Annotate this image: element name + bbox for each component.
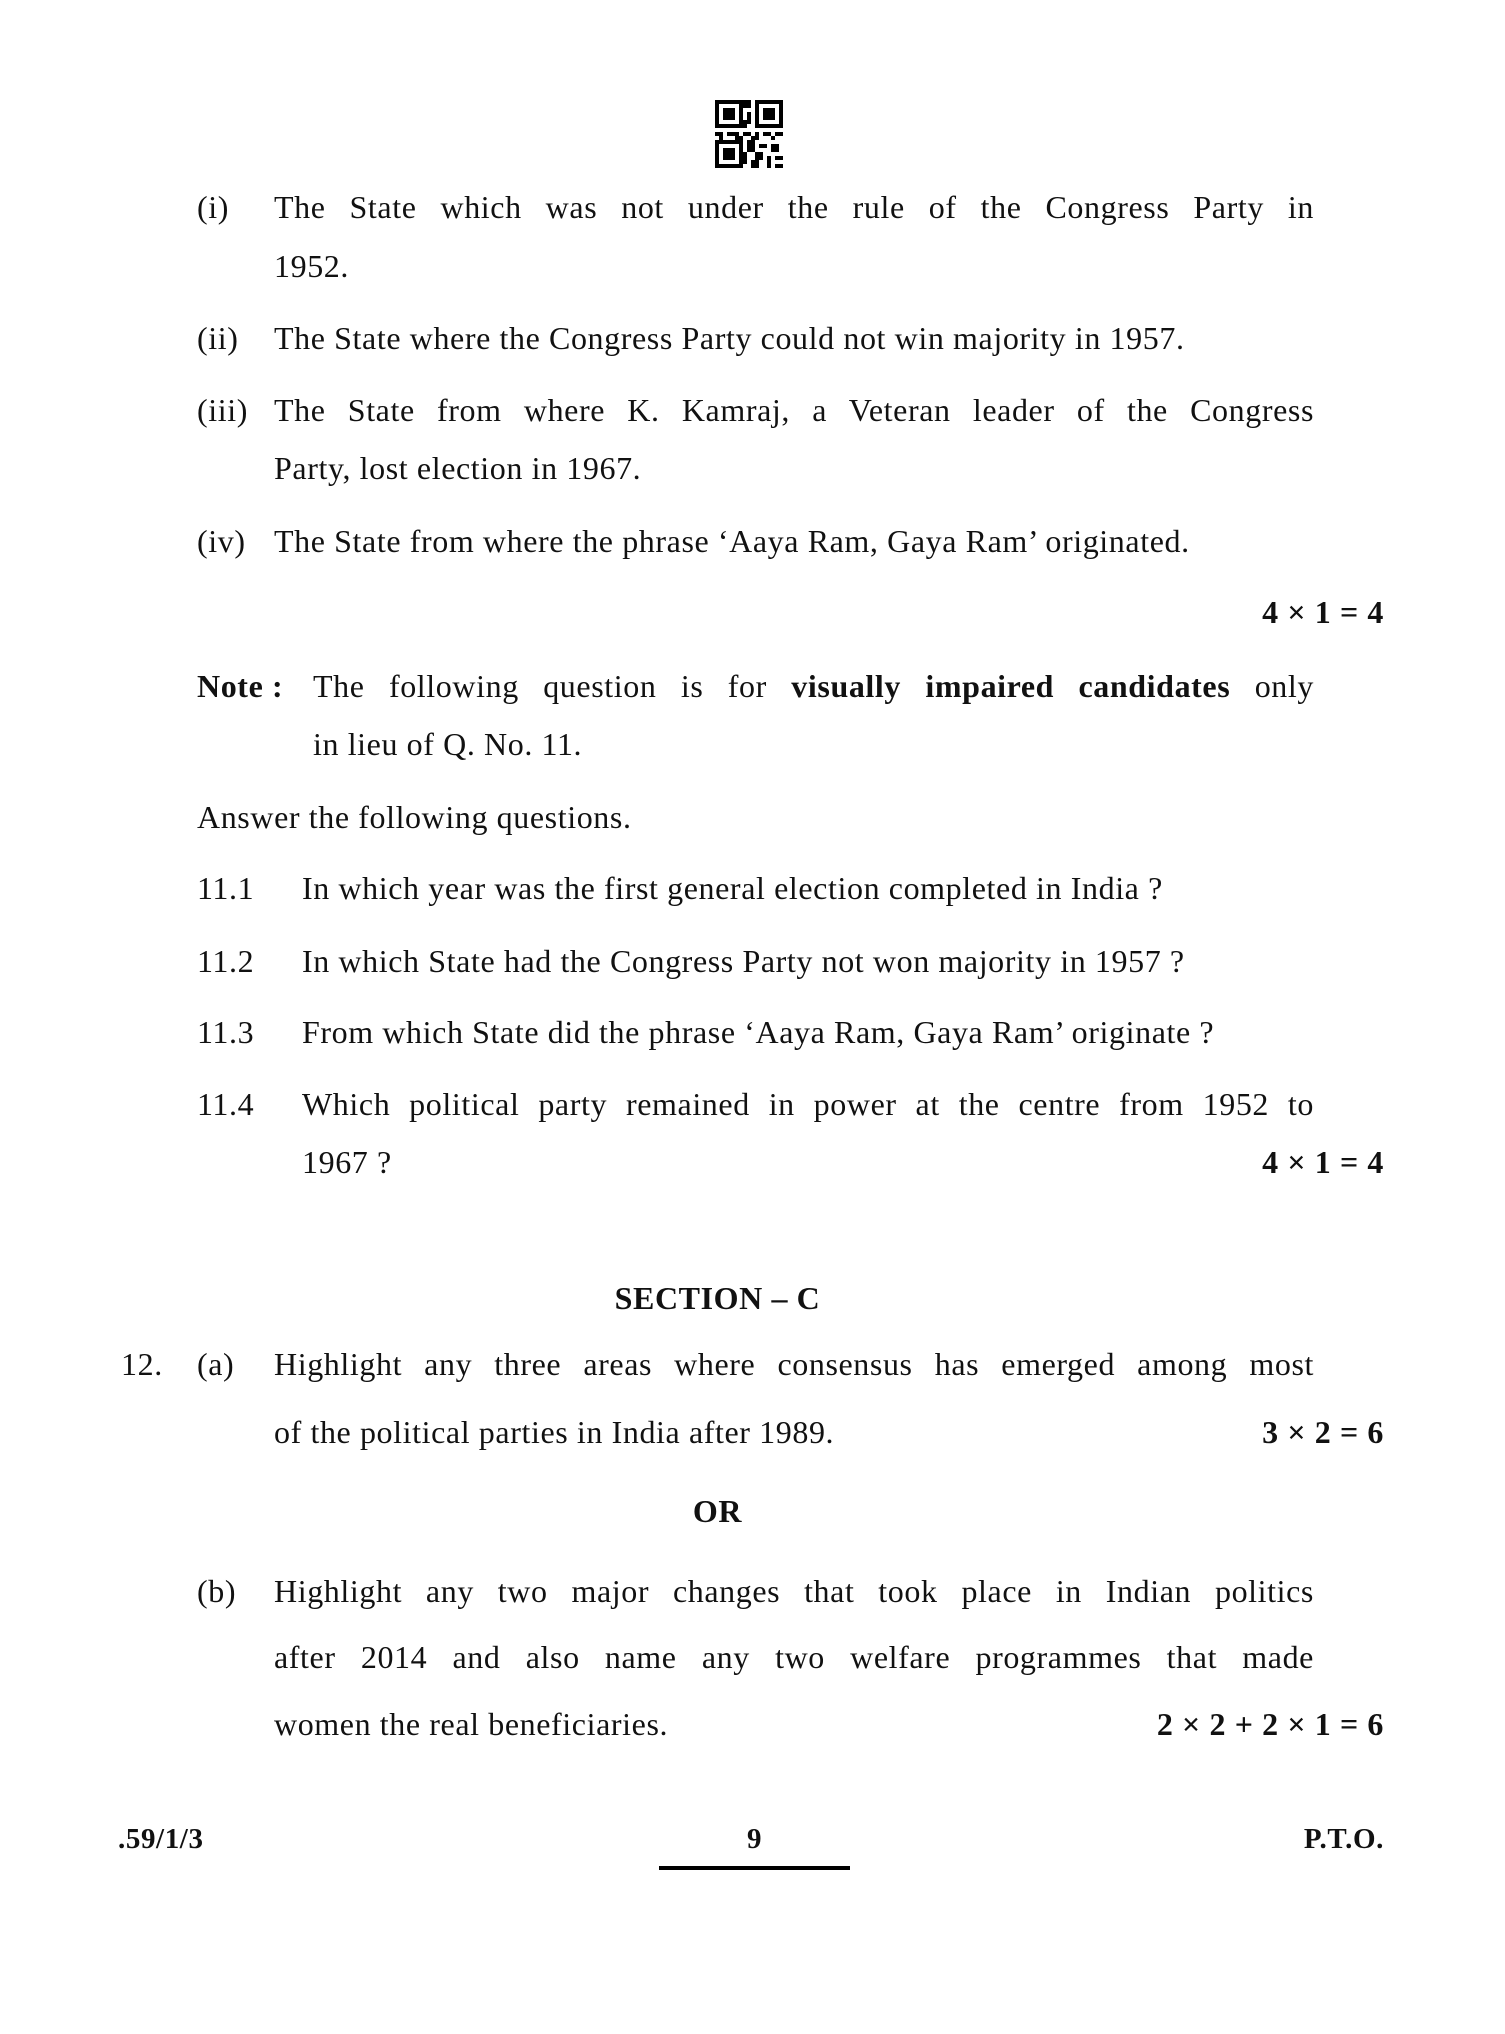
sub-question-text: In which year was the first general election completed in India ?	[302, 870, 1163, 906]
sub-question-text: From which State did the phrase ‘Aaya Ram, Gaya Ram’ originate ?	[302, 1014, 1215, 1050]
sub-question-number: 11.3	[197, 1014, 255, 1050]
note-text	[313, 666, 1314, 706]
sub-question-number: 11.4	[197, 1086, 255, 1122]
note-label: Note :	[197, 668, 284, 704]
item-label: (iv)	[197, 523, 246, 559]
item-text: 1952.	[274, 248, 349, 284]
qr-code	[715, 100, 783, 168]
item-text: Highlight any two major changes that took place in Indian politics	[274, 1573, 1314, 1609]
item-text: Highlight any three areas where consensus has emerged among most	[274, 1346, 1314, 1382]
item-label: (ii)	[197, 320, 239, 356]
item-label: (b)	[197, 1573, 237, 1609]
paper-code: .59/1/3	[118, 1823, 204, 1855]
marks: 4 × 1 = 4	[1262, 1144, 1384, 1180]
page-number-underline	[659, 1866, 850, 1870]
note-text-part: The following question is for	[313, 668, 767, 704]
or-divider: OR	[692, 1493, 743, 1529]
item-text: Party, lost election in 1967.	[274, 450, 642, 486]
sub-question-text: 1967 ?	[302, 1144, 392, 1180]
sub-question-text: In which State had the Congress Party not won majority in 1957 ?	[302, 943, 1185, 979]
page-number: 9	[746, 1823, 763, 1855]
item-label: (i)	[197, 189, 230, 225]
sub-question-number: 11.2	[197, 943, 255, 979]
item-text: The State where the Congress Party could not win majority in 1957.	[274, 320, 1185, 356]
sub-question-number: 11.1	[197, 870, 255, 906]
pto-label: P.T.O.	[1303, 1823, 1384, 1855]
marks: 3 × 2 = 6	[1262, 1414, 1384, 1450]
item-text: of the political parties in India after 1989.	[274, 1414, 835, 1450]
note-bold: visually impaired candidates	[791, 668, 1231, 704]
question-number: 12.	[121, 1346, 163, 1382]
note-line2: in lieu of Q. No. 11.	[313, 726, 583, 762]
item-text: after 2014 and also name any two welfare programmes that made	[274, 1639, 1314, 1675]
answer-intro: Answer the following questions.	[197, 799, 632, 835]
item-label: (iii)	[197, 392, 248, 428]
sub-question-text: Which political party remained in power at the centre from 1952 to	[302, 1086, 1314, 1122]
item-text: women the real beneficiaries.	[274, 1706, 669, 1742]
item-text: The State which was not under the rule of the Congress Party in	[274, 189, 1314, 225]
note-text-part: only	[1254, 668, 1314, 704]
section-title: SECTION – C	[614, 1280, 821, 1316]
item-label: (a)	[197, 1346, 235, 1382]
item-text: The State from where the phrase ‘Aaya Ram, Gaya Ram’ originated.	[274, 523, 1190, 559]
item-text: The State from where K. Kamraj, a Veteran leader of the Congress	[274, 392, 1314, 428]
marks: 2 × 2 + 2 × 1 = 6	[1156, 1706, 1384, 1742]
marks: 4 × 1 = 4	[1262, 594, 1384, 630]
